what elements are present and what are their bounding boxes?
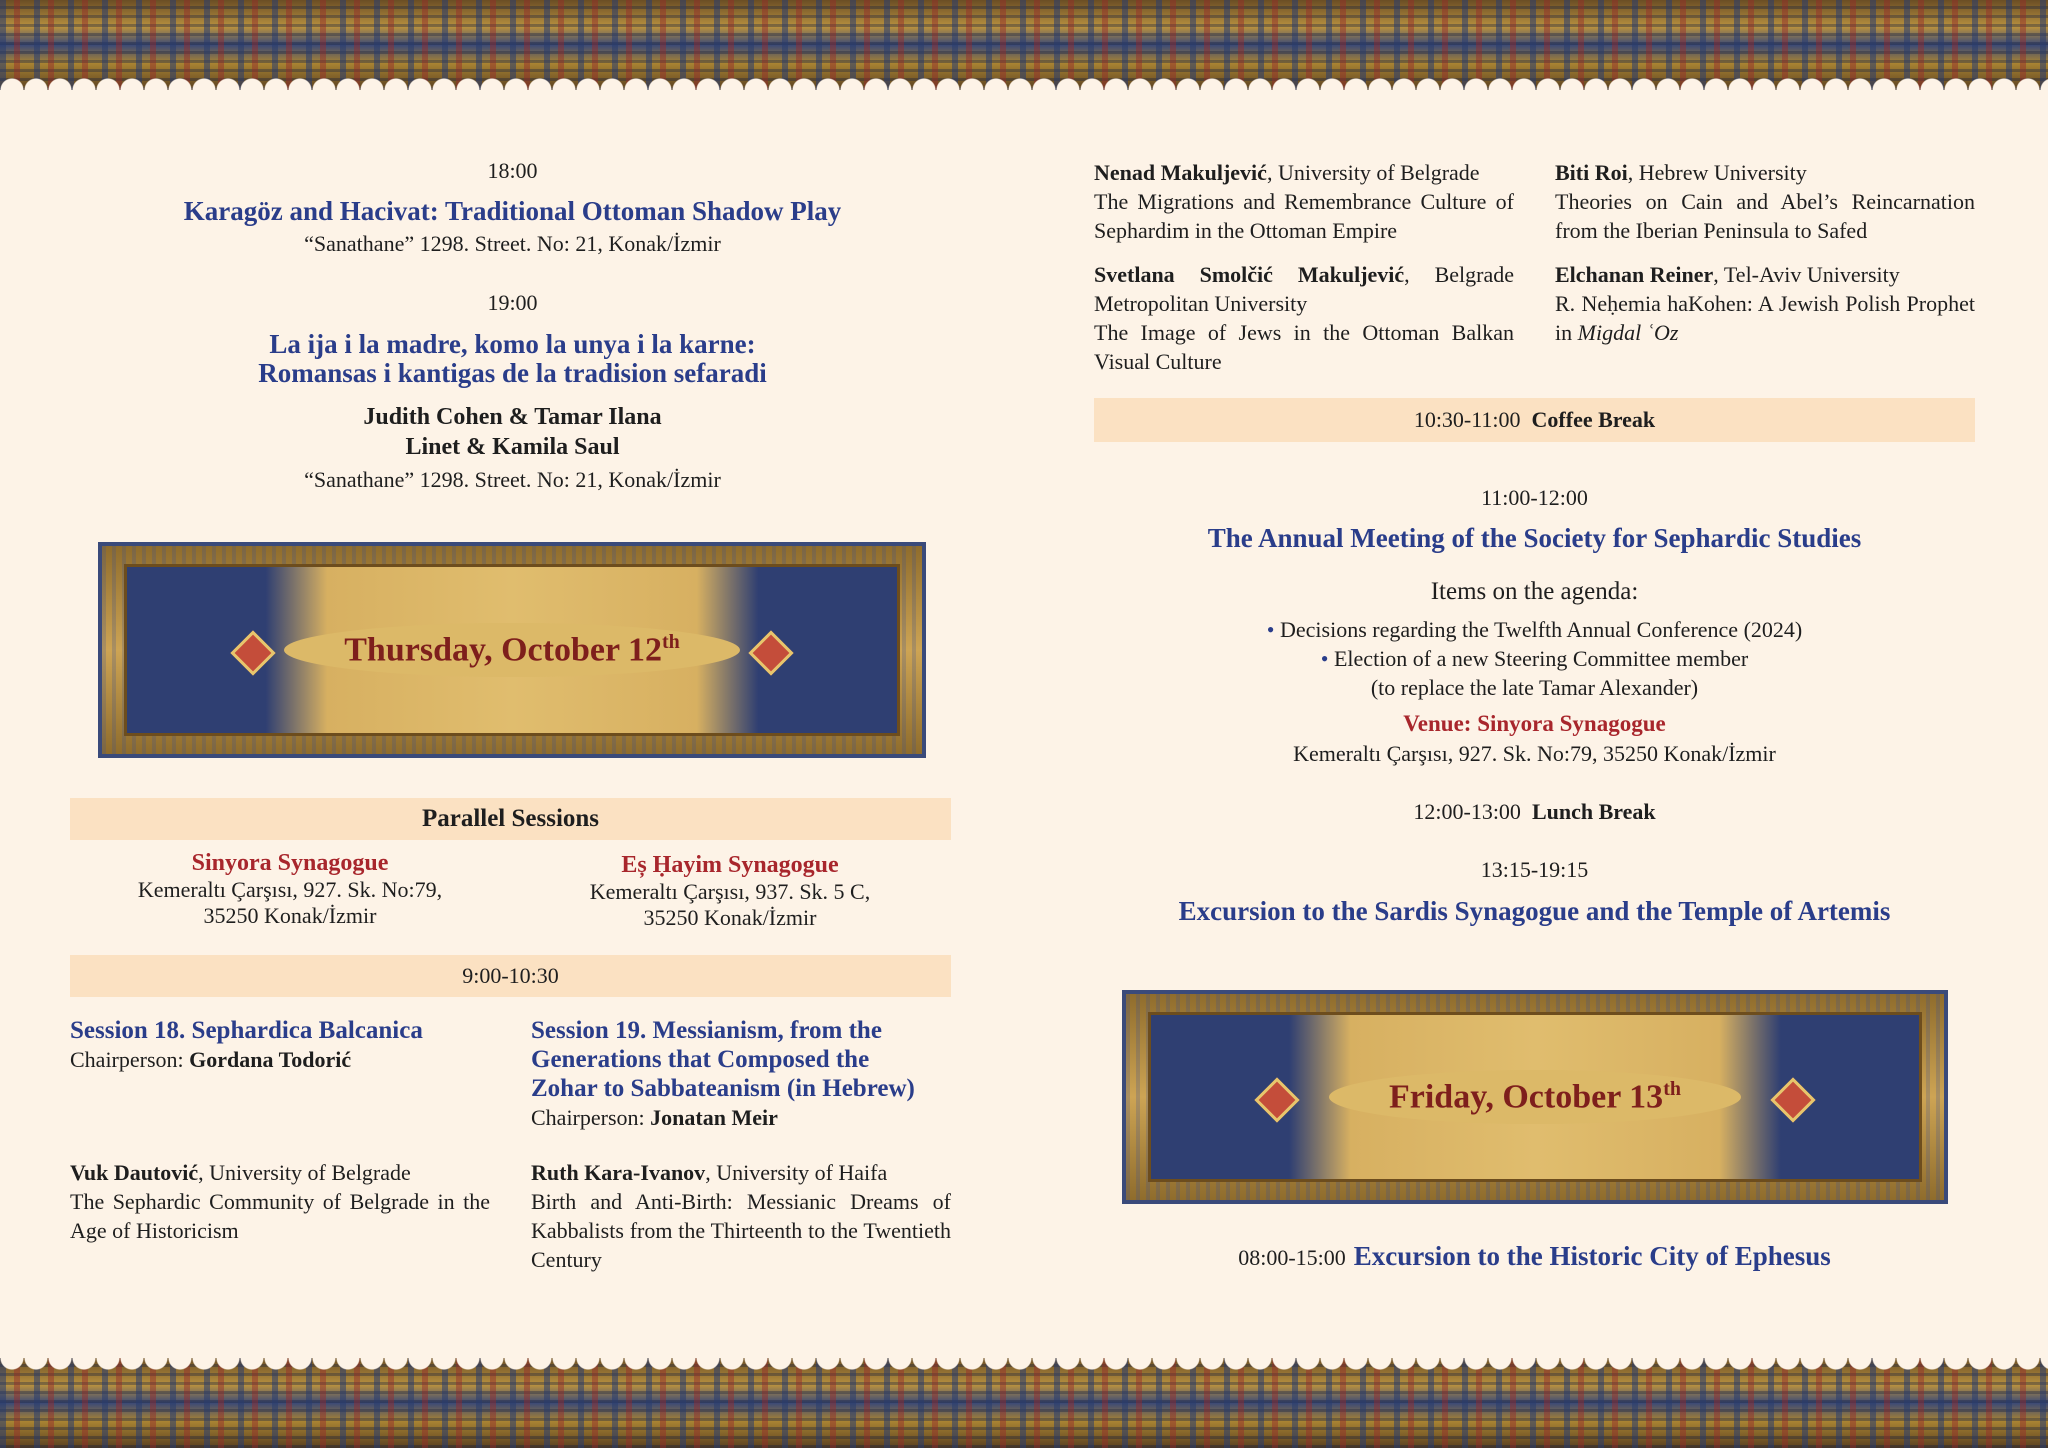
day-banner-friday — [1122, 990, 1948, 1204]
excursion-title: Excursion to the Sardis Synagogue and the Temple of Artemis — [1178, 896, 1891, 926]
session-title: Session 18. Sephardica Balcanica — [70, 1017, 423, 1044]
presenter-affiliation: , Hebrew University — [1627, 160, 1807, 185]
presenter-name: Elchanan Reiner — [1555, 262, 1714, 287]
excursion-time: 13:15-19:15 — [1480, 857, 1589, 882]
venue-name: Eș Ḥayim Synagogue — [621, 852, 839, 878]
venue-sinyora — [70, 850, 510, 929]
paper-vuk-dautovic — [70, 1158, 490, 1245]
venue-name: Sinyora Synagogue — [191, 850, 389, 876]
presenter-name: Ruth Kara-Ivanov — [531, 1160, 706, 1185]
venue-address-line2: 35250 Konak/İzmir — [203, 903, 377, 928]
performers-line2: Linet & Kamila Saul — [405, 434, 620, 460]
event-time: 19:00 — [487, 290, 538, 315]
bullet-icon: • — [1266, 617, 1275, 642]
chair-name: Jonatan Meir — [650, 1105, 778, 1130]
session-19 — [531, 1016, 951, 1132]
time-bar — [70, 955, 951, 997]
presenter-affiliation: , Tel-Aviv University — [1713, 262, 1900, 287]
paper-title: The Image of Jews in the Ottoman Balkan Visual Culture — [1094, 320, 1514, 374]
agenda-heading: Items on the agenda: — [1430, 578, 1639, 605]
session-18 — [70, 1016, 490, 1074]
paper-elchanan-reiner — [1555, 260, 1975, 347]
day-banner-thursday — [98, 542, 926, 758]
session-title-line1: Session 19. Messianism, from the — [531, 1017, 882, 1044]
lunch-break — [1094, 799, 1975, 825]
presenter-name: Nenad Makuljević — [1094, 160, 1267, 185]
paper-title: The Sephardic Community of Belgrade in the Age of Historicism — [70, 1189, 490, 1243]
agenda-item-2: • Election of a new Steering Committee member — [1320, 646, 1749, 671]
session-title-line3: Zohar to Sabbateanism (in Hebrew) — [531, 1075, 915, 1102]
ornament-icon — [1770, 1077, 1815, 1122]
annual-meeting-time: 11:00-12:00 — [1481, 485, 1588, 510]
presenter-name: Svetlana Smolčić Makuljević — [1094, 262, 1405, 287]
lunch-break-label: Lunch Break — [1531, 799, 1656, 824]
venue-es-hayim — [510, 852, 950, 931]
paper-title-italic: Migdal ʿOz — [1577, 320, 1679, 345]
presenter-affiliation: , University of Belgrade — [198, 1160, 411, 1185]
event-address: “Sanathane” 1298. Street. No: 21, Konak/İzmir — [304, 231, 721, 256]
presenter-affiliation: , University of Haifa — [705, 1160, 888, 1185]
coffee-break-label: Coffee Break — [1531, 407, 1656, 432]
paper-nenad-makuljevic — [1094, 158, 1514, 245]
presenter-affiliation: , University of Belgrade — [1266, 160, 1480, 185]
coffee-break-time: 10:30-11:00 — [1413, 407, 1521, 432]
chair-label: Chairperson: — [531, 1105, 651, 1130]
ephesus-excursion — [1094, 1241, 1975, 1272]
event-title-line1: La ija i la madre, komo la unya i la karne: — [269, 329, 756, 359]
parallel-sessions-bar — [70, 798, 951, 840]
performers-line1: Judith Cohen & Tamar Ilana — [363, 404, 662, 430]
ornament-icon — [748, 630, 793, 675]
presenter-name: Vuk Dautović — [70, 1160, 199, 1185]
ornament-icon — [230, 630, 275, 675]
agenda-item-2-continued: (to replace the late Tamar Alexander) — [1370, 675, 1699, 700]
session-title-line2: Generations that Composed the — [531, 1046, 870, 1073]
presenter-affiliation: , Belgrade Metropolitan University — [1094, 262, 1515, 316]
paper-title: Theories on Cain and Abel’s Reincarnation from the Iberian Peninsula to Safed — [1555, 189, 1975, 243]
paper-svetlana-smolcic-makuljevic — [1094, 260, 1514, 376]
annual-meeting-title: The Annual Meeting of the Society for Sephardic Studies — [1207, 523, 1862, 553]
parallel-sessions-label: Parallel Sessions — [421, 805, 600, 832]
venue-address-line2: 35250 Konak/İzmir — [643, 905, 817, 930]
event-time: 18:00 — [487, 158, 538, 183]
chair-label: Chairperson: — [70, 1047, 190, 1072]
annual-meeting-venue: Venue: Sinyora Synagogue — [1403, 711, 1666, 736]
event-title: Karagöz and Hacivat: Traditional Ottoman Shadow Play — [183, 196, 842, 226]
chair-name: Gordana Todorić — [189, 1047, 352, 1072]
paper-ruth-kara-ivanov — [531, 1158, 951, 1274]
venue-address-line1: Kemeraltı Çarşısı, 937. Sk. 5 C, — [589, 879, 871, 904]
ornament-icon — [1254, 1077, 1299, 1122]
presenter-name: Biti Roi — [1555, 160, 1628, 185]
event-address: “Sanathane” 1298. Street. No: 21, Konak/İzmir — [304, 467, 721, 492]
decorative-border-top — [0, 0, 2048, 90]
paper-biti-roi — [1555, 158, 1975, 245]
venue-address-line1: Kemeraltı Çarşısı, 927. Sk. No:79, — [137, 877, 443, 902]
paper-title: Birth and Anti-Birth: Messianic Dreams of Kabbalists from the Thirteenth to the Twentieth Century — [531, 1189, 951, 1272]
day-label: Friday, October 13th — [1329, 1070, 1741, 1124]
excursion-title: Excursion to the Historic City of Ephesus — [1353, 1241, 1831, 1271]
coffee-break-bar — [1094, 398, 1975, 442]
lunch-break-time: 12:00-13:00 — [1413, 799, 1521, 824]
paper-title: R. Neḥemia haKohen: A Jewish Polish Prophet in Migdal ʿOz — [1555, 291, 1975, 345]
event-title-line2: Romansas i kantigas de la tradision sefaradi — [258, 358, 767, 388]
time-bar-label: 9:00-10:30 — [462, 963, 559, 988]
decorative-border-bottom — [0, 1358, 2048, 1448]
bullet-icon: • — [1320, 646, 1329, 671]
day-label: Thursday, October 12th — [284, 623, 739, 677]
paper-title: The Migrations and Remembrance Culture of Sephardim in the Ottoman Empire — [1094, 189, 1514, 243]
annual-meeting-venue-address: Kemeraltı Çarşısı, 927. Sk. No:79, 35250 Konak/İzmir — [1293, 741, 1776, 766]
agenda-item-1: • Decisions regarding the Twelfth Annual Conference (2024) — [1266, 617, 1803, 642]
excursion-time: 08:00-15:00 — [1238, 1245, 1346, 1270]
